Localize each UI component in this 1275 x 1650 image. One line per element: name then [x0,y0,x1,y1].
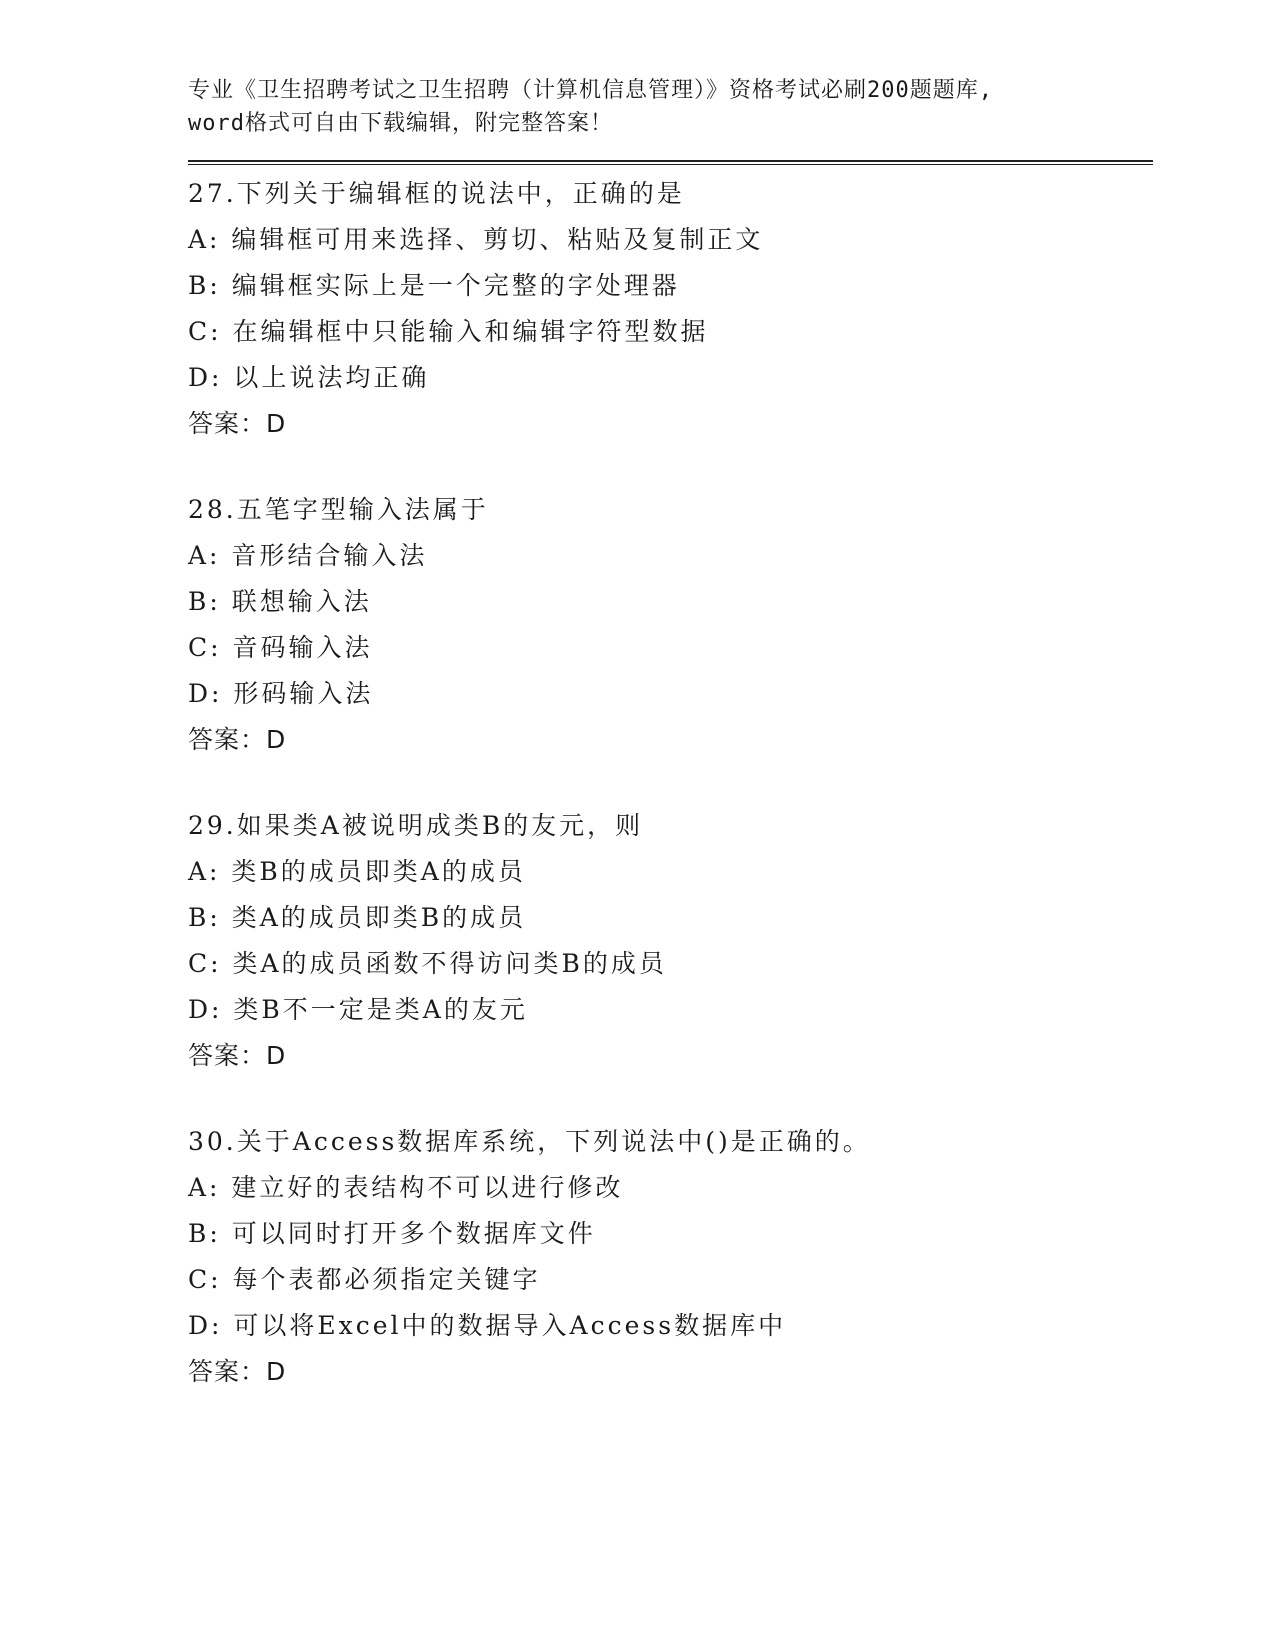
header-divider [188,160,1153,165]
question-27 [188,171,1168,447]
document-header [188,74,1168,140]
option-d: D: 形码输入法 [188,679,374,708]
option-b: B: 联想输入法 [188,587,372,616]
answer: 答案：D [188,409,287,438]
option-d: D: 类B不一定是类A的友元 [188,995,528,1024]
option-a: A: 音形结合输入法 [188,541,428,570]
option-b: B: 编辑框实际上是一个完整的字处理器 [188,271,680,300]
question-29 [188,803,1168,1079]
option-c: C: 在编辑框中只能输入和编辑字符型数据 [188,317,709,346]
option-c: C: 每个表都必须指定关键字 [188,1265,541,1294]
option-d: D: 可以将Excel中的数据导入Access数据库中 [188,1311,787,1340]
option-a: A: 编辑框可用来选择、剪切、粘贴及复制正文 [188,225,764,254]
answer: 答案：D [188,1357,287,1386]
option-b: B: 类A的成员即类B的成员 [188,903,527,932]
option-d: D: 以上说法均正确 [188,363,430,392]
header-line-2: word格式可自由下载编辑，附完整答案！ [188,111,613,136]
answer: 答案：D [188,725,287,754]
option-c: C: 类A的成员函数不得访问类B的成员 [188,949,667,978]
question-stem: 27.下列关于编辑框的说法中，正确的是 [188,179,685,208]
header-line-1: 专业《卫生招聘考试之卫生招聘（计算机信息管理）》资格考试必刷200题题库, [188,78,993,103]
question-list [188,171,1168,1395]
question-30 [188,1119,1168,1395]
option-a: A: 类B的成员即类A的成员 [188,857,526,886]
question-stem: 28.五笔字型输入法属于 [188,495,489,524]
option-c: C: 音码输入法 [188,633,373,662]
option-b: B: 可以同时打开多个数据库文件 [188,1219,596,1248]
question-stem: 30.关于Access数据库系统，下列说法中()是正确的。 [188,1127,871,1156]
document-page [188,74,1168,1435]
question-28 [188,487,1168,763]
question-stem: 29.如果类A被说明成类B的友元，则 [188,811,644,840]
option-a: A: 建立好的表结构不可以进行修改 [188,1173,624,1202]
answer: 答案：D [188,1041,287,1070]
